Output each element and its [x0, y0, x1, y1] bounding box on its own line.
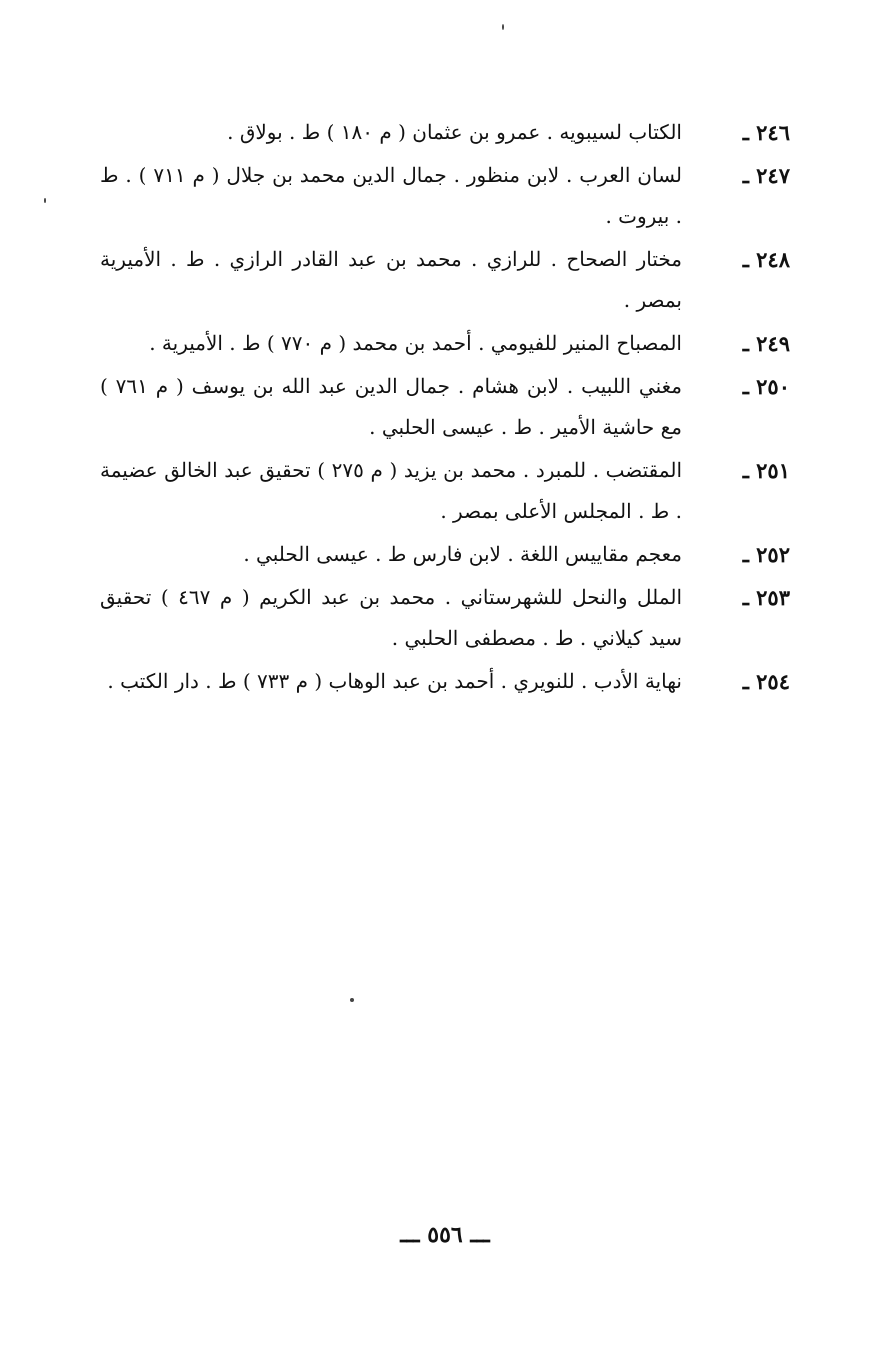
bibliography-list	[100, 112, 790, 704]
entry-text: لسان العرب . لابن منظور . جمال الدين محمد بن جلال ( م ٧١١ ) . ط . بيروت .	[100, 163, 683, 228]
bibliography-entry	[100, 323, 790, 364]
entry-text: مختار الصحاح . للرازي . محمد بن عبد القادر الرازي . ط . الأميرية بمصر .	[100, 247, 682, 312]
entry-number: ٢٤٨ ـ	[742, 247, 790, 272]
entry-text: الملل والنحل للشهرستاني . محمد بن عبد الكريم ( م ٤٦٧ ) تحقيق سيد كيلاني . ط . مصطفى الحلبي .	[100, 585, 682, 650]
entry-number: ٢٥٠ ـ	[742, 374, 790, 399]
entry-text: نهاية الأدب . للنويري . أحمد بن عبد الوهاب ( م ٧٣٣ ) ط . دار الكتب .	[107, 669, 682, 693]
bibliography-entry	[100, 577, 790, 659]
scan-speck	[350, 998, 354, 1002]
scan-speck	[44, 198, 46, 203]
entry-number: ٢٤٧ ـ	[742, 163, 790, 188]
entry-text: الكتاب لسيبويه . عمرو بن عثمان ( م ١٨٠ ) ط . بولاق .	[227, 120, 682, 144]
bibliography-entry	[100, 155, 790, 237]
bibliography-entry	[100, 661, 790, 702]
entry-number: ٢٥٤ ـ	[742, 669, 790, 694]
entry-text: المقتضب . للمبرد . محمد بن يزيد ( م ٢٧٥ ) تحقيق عبد الخالق عضيمة . ط . المجلس الأعلى بمصر .	[100, 458, 683, 523]
entry-text: معجم مقاييس اللغة . لابن فارس ط . عيسى الحلبي .	[243, 542, 682, 566]
page-number: ـــ ٥٥٦ ـــ	[400, 1222, 490, 1248]
entry-text: المصباح المنير للفيومي . أحمد بن محمد ( م ٧٧٠ ) ط . الأميرية .	[149, 331, 682, 355]
entry-number: ٢٤٦ ـ	[742, 120, 790, 145]
entry-number: ٢٥٣ ـ	[742, 585, 790, 610]
entry-number: ٢٥١ ـ	[742, 458, 790, 483]
bibliography-entry	[100, 112, 790, 153]
bibliography-entry	[100, 450, 790, 532]
entry-number: ٢٥٢ ـ	[742, 542, 790, 567]
bibliography-entry	[100, 534, 790, 575]
entry-number: ٢٤٩ ـ	[742, 331, 790, 356]
scan-speck	[502, 24, 504, 30]
entry-text: مغني اللبيب . لابن هشام . جمال الدين عبد الله بن يوسف ( م ٧٦١ ) مع حاشية الأمير . ط . عيسى الحلبي .	[100, 374, 682, 439]
bibliography-entry	[100, 366, 790, 448]
bibliography-entry	[100, 239, 790, 321]
